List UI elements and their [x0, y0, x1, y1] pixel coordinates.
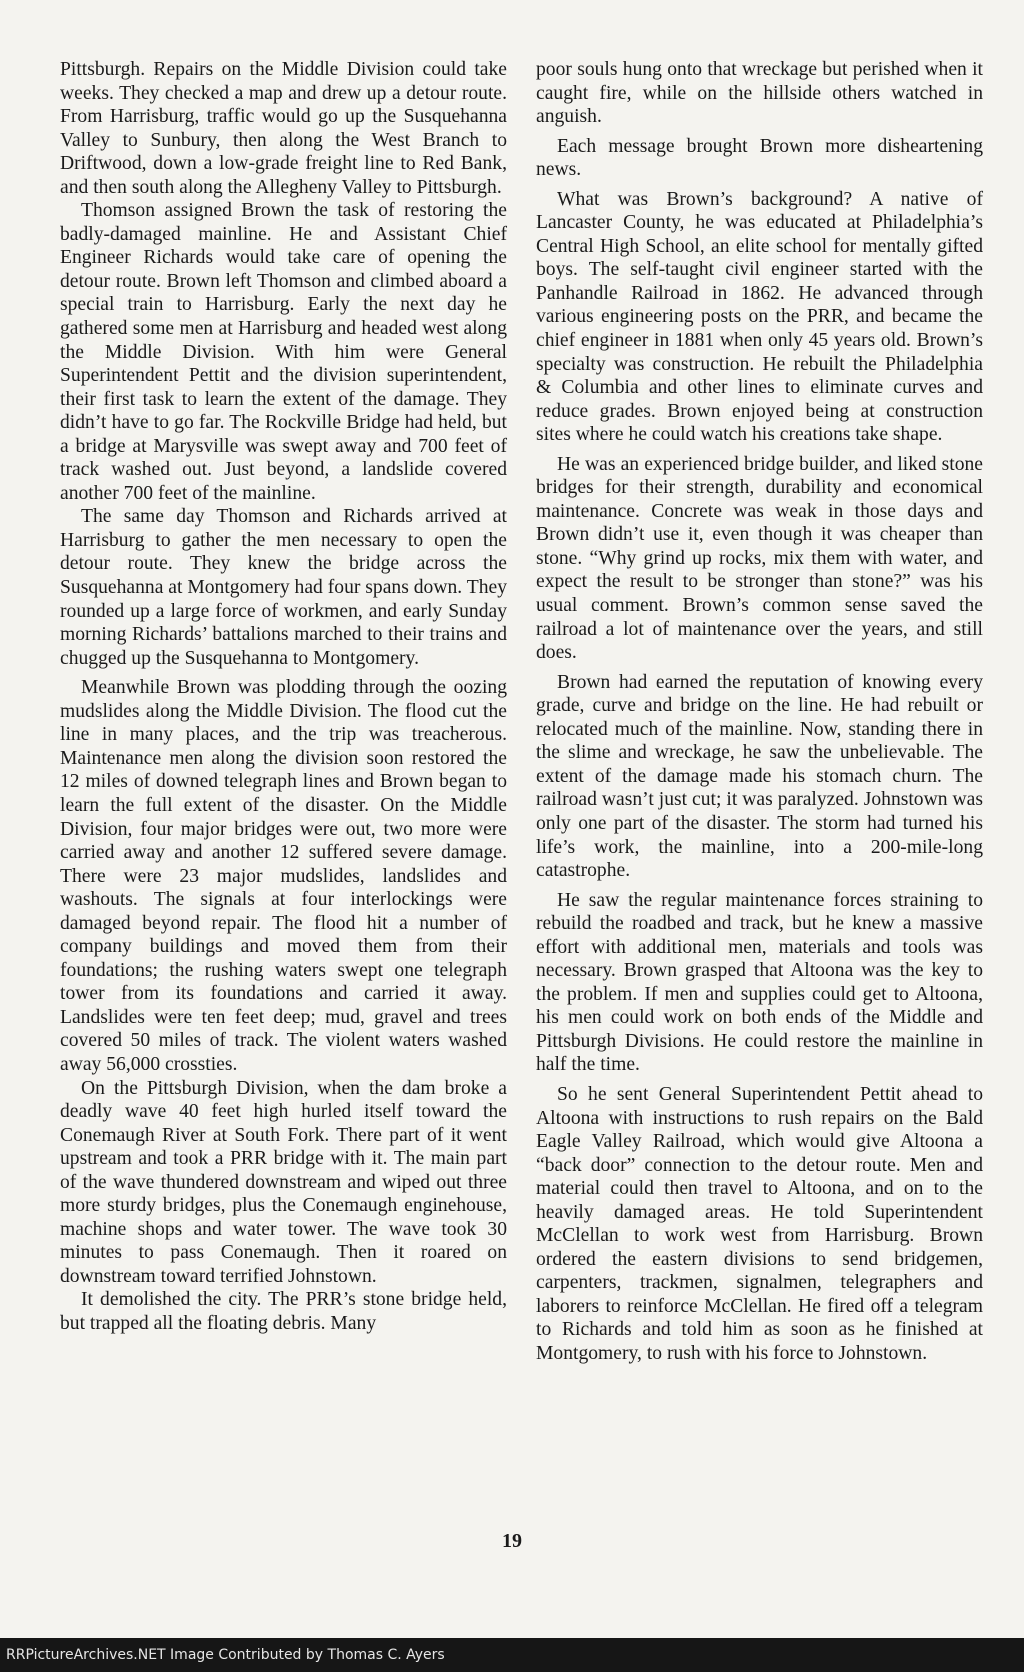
paragraph: He was an experienced bridge builder, and liked stone bridges for their strength, durability and economical maintenance. Concrete was weak in those days and Brown didn’t use it, even though it was cheaper than stone. “Why grind up rocks, mix them with water, and expect the result to be stronger than stone?” was his usual comment. Brown’s common sense saved the railroad a lot of maintenance over the years, and still does. — [536, 453, 983, 664]
paragraph: poor souls hung onto that wreckage but perished when it caught fire, while on the hillside others watched in anguish. — [536, 59, 983, 128]
paragraph: The same day Thomson and Richards arrived at Harrisburg to gather the men necessary to open the detour route. They knew the bridge across the Susquehanna at Montgomery had four spans down. They rounded up a large force of workmen, and early Sunday morning Richards’ battalions marched to their trains and chugged up the Susquehanna to Montgomery. — [60, 506, 507, 669]
footer-credit-bar — [0, 1638, 1024, 1672]
page-number: 19 — [502, 1530, 522, 1552]
paragraph: On the Pittsburgh Division, when the dam broke a deadly wave 40 feet high hurled itself toward the Conemaugh River at South Fork. There part of it went upstream and took a PRR bridge with it. The main part of the wave thundered downstream and wiped out three more sturdy bridges, plus the Conemaugh enginehouse, machine shops and water tower. The wave took 30 minutes to pass Conemaugh. Then it roared on downstream toward terrified Johnstown. — [60, 1077, 507, 1287]
paragraph: Each message brought Brown more disheartening news. — [536, 135, 983, 181]
paragraph: Brown had earned the reputation of knowing every grade, curve and bridge on the line. He had rebuilt or relocated much of the mainline. Now, standing there in the slime and wreckage, he saw the unbelievable. The extent of the damage made his stomach churn. The railroad wasn’t just cut; it was paralyzed. Johnstown was only one part of the disaster. The storm had turned his life’s work, the mainline, into a 200-mile-long catastrophe. — [536, 671, 983, 882]
paragraph: Thomson assigned Brown the task of restoring the badly-damaged mainline. He and Assistant Chief Engineer Richards would take care of opening the detour route. Brown left Thomson and climbed aboard a special train to Harrisburg. Early the next day he gathered some men at Harrisburg and headed west along the Middle Division. With him were General Superintendent Pettit and the division superintendent, their first task to learn the extent of the damage. They didn’t have to go far. The Rockville Bridge had held, but a bridge at Marysville was swept away and 700 feet of track washed out. Just beyond, a landslide covered another 700 feet of the mainline. — [60, 200, 507, 504]
left-text-column — [60, 58, 507, 1336]
paragraph: Meanwhile Brown was plodding through the oozing mudslides along the Middle Division. The flood cut the line in many places, and the trip was treacherous. Maintenance men along the division soon restored the 12 miles of downed telegraph lines and Brown began to learn the full extent of the disaster. On the Middle Division, four major bridges were out, two more were carried away and another 12 suffered severe damage. There were 23 major mudslides, landslides and washouts. The signals at four interlockings were damaged beyond repair. The flood hit a number of company buildings and moved them from their foundations; the rushing waters swept one telegraph tower from its foundations and carried it away. Landslides were ten feet deep; mud, gravel and trees covered 50 miles of track. The violent waters washed away 56,000 crossties. — [60, 677, 507, 1075]
paragraph: He saw the regular maintenance forces straining to rebuild the roadbed and track, but he knew a massive effort with additional men, materials and tools was necessary. Brown grasped that Altoona was the key to the problem. If men and supplies could get to Altoona, his men could work on both ends of the Middle and Pittsburgh Divisions. He could restore the mainline in half the time. — [536, 889, 983, 1076]
paragraph: So he sent General Superintendent Pettit ahead to Altoona with instructions to rush repairs on the Bald Eagle Valley Railroad, which would give Altoona a “back door” connection to the detour route. Men and material could then travel to Altoona, and on to the heavily damaged areas. He told Superintendent McClellan to work west from Harrisburg. Brown ordered the eastern divisions to send bridgemen, carpenters, trackmen, signalmen, telegraphers and laborers to reinforce McClellan. He fired off a telegram to Richards and told him as soon as he finished at Montgomery, to rush with his force to Johnstown. — [536, 1083, 983, 1364]
paragraph: What was Brown’s background? A native of Lancaster County, he was educated at Philadelphia’s Central High School, an elite school for mentally gifted boys. The self-taught civil engineer started with the Panhandle Railroad in 1862. He advanced through various engineering posts on the PRR, and became the chief engineer in 1881 when only 45 years old. Brown’s specialty was construction. He rebuilt the Philadelphia & Columbia and other lines to eliminate curves and reduce grades. Brown enjoyed being at construction sites where he could watch his creations take shape. — [536, 188, 983, 446]
paragraph: It demolished the city. The PRR’s stone bridge held, but trapped all the floating debris. Many — [60, 1289, 507, 1334]
paragraph: Pittsburgh. Repairs on the Middle Division could take weeks. They checked a map and drew up a detour route. From Harrisburg, traffic would go up the Susquehanna Valley to Sunbury, then along the West Branch to Driftwood, down a low-grade freight line to Red Bank, and then south along the Allegheny Valley to Pittsburgh. — [60, 59, 507, 198]
right-text-column — [536, 58, 983, 1366]
footer-credit-text: RRPictureArchives.NET Image Contributed by Thomas C. Ayers — [6, 1647, 445, 1663]
